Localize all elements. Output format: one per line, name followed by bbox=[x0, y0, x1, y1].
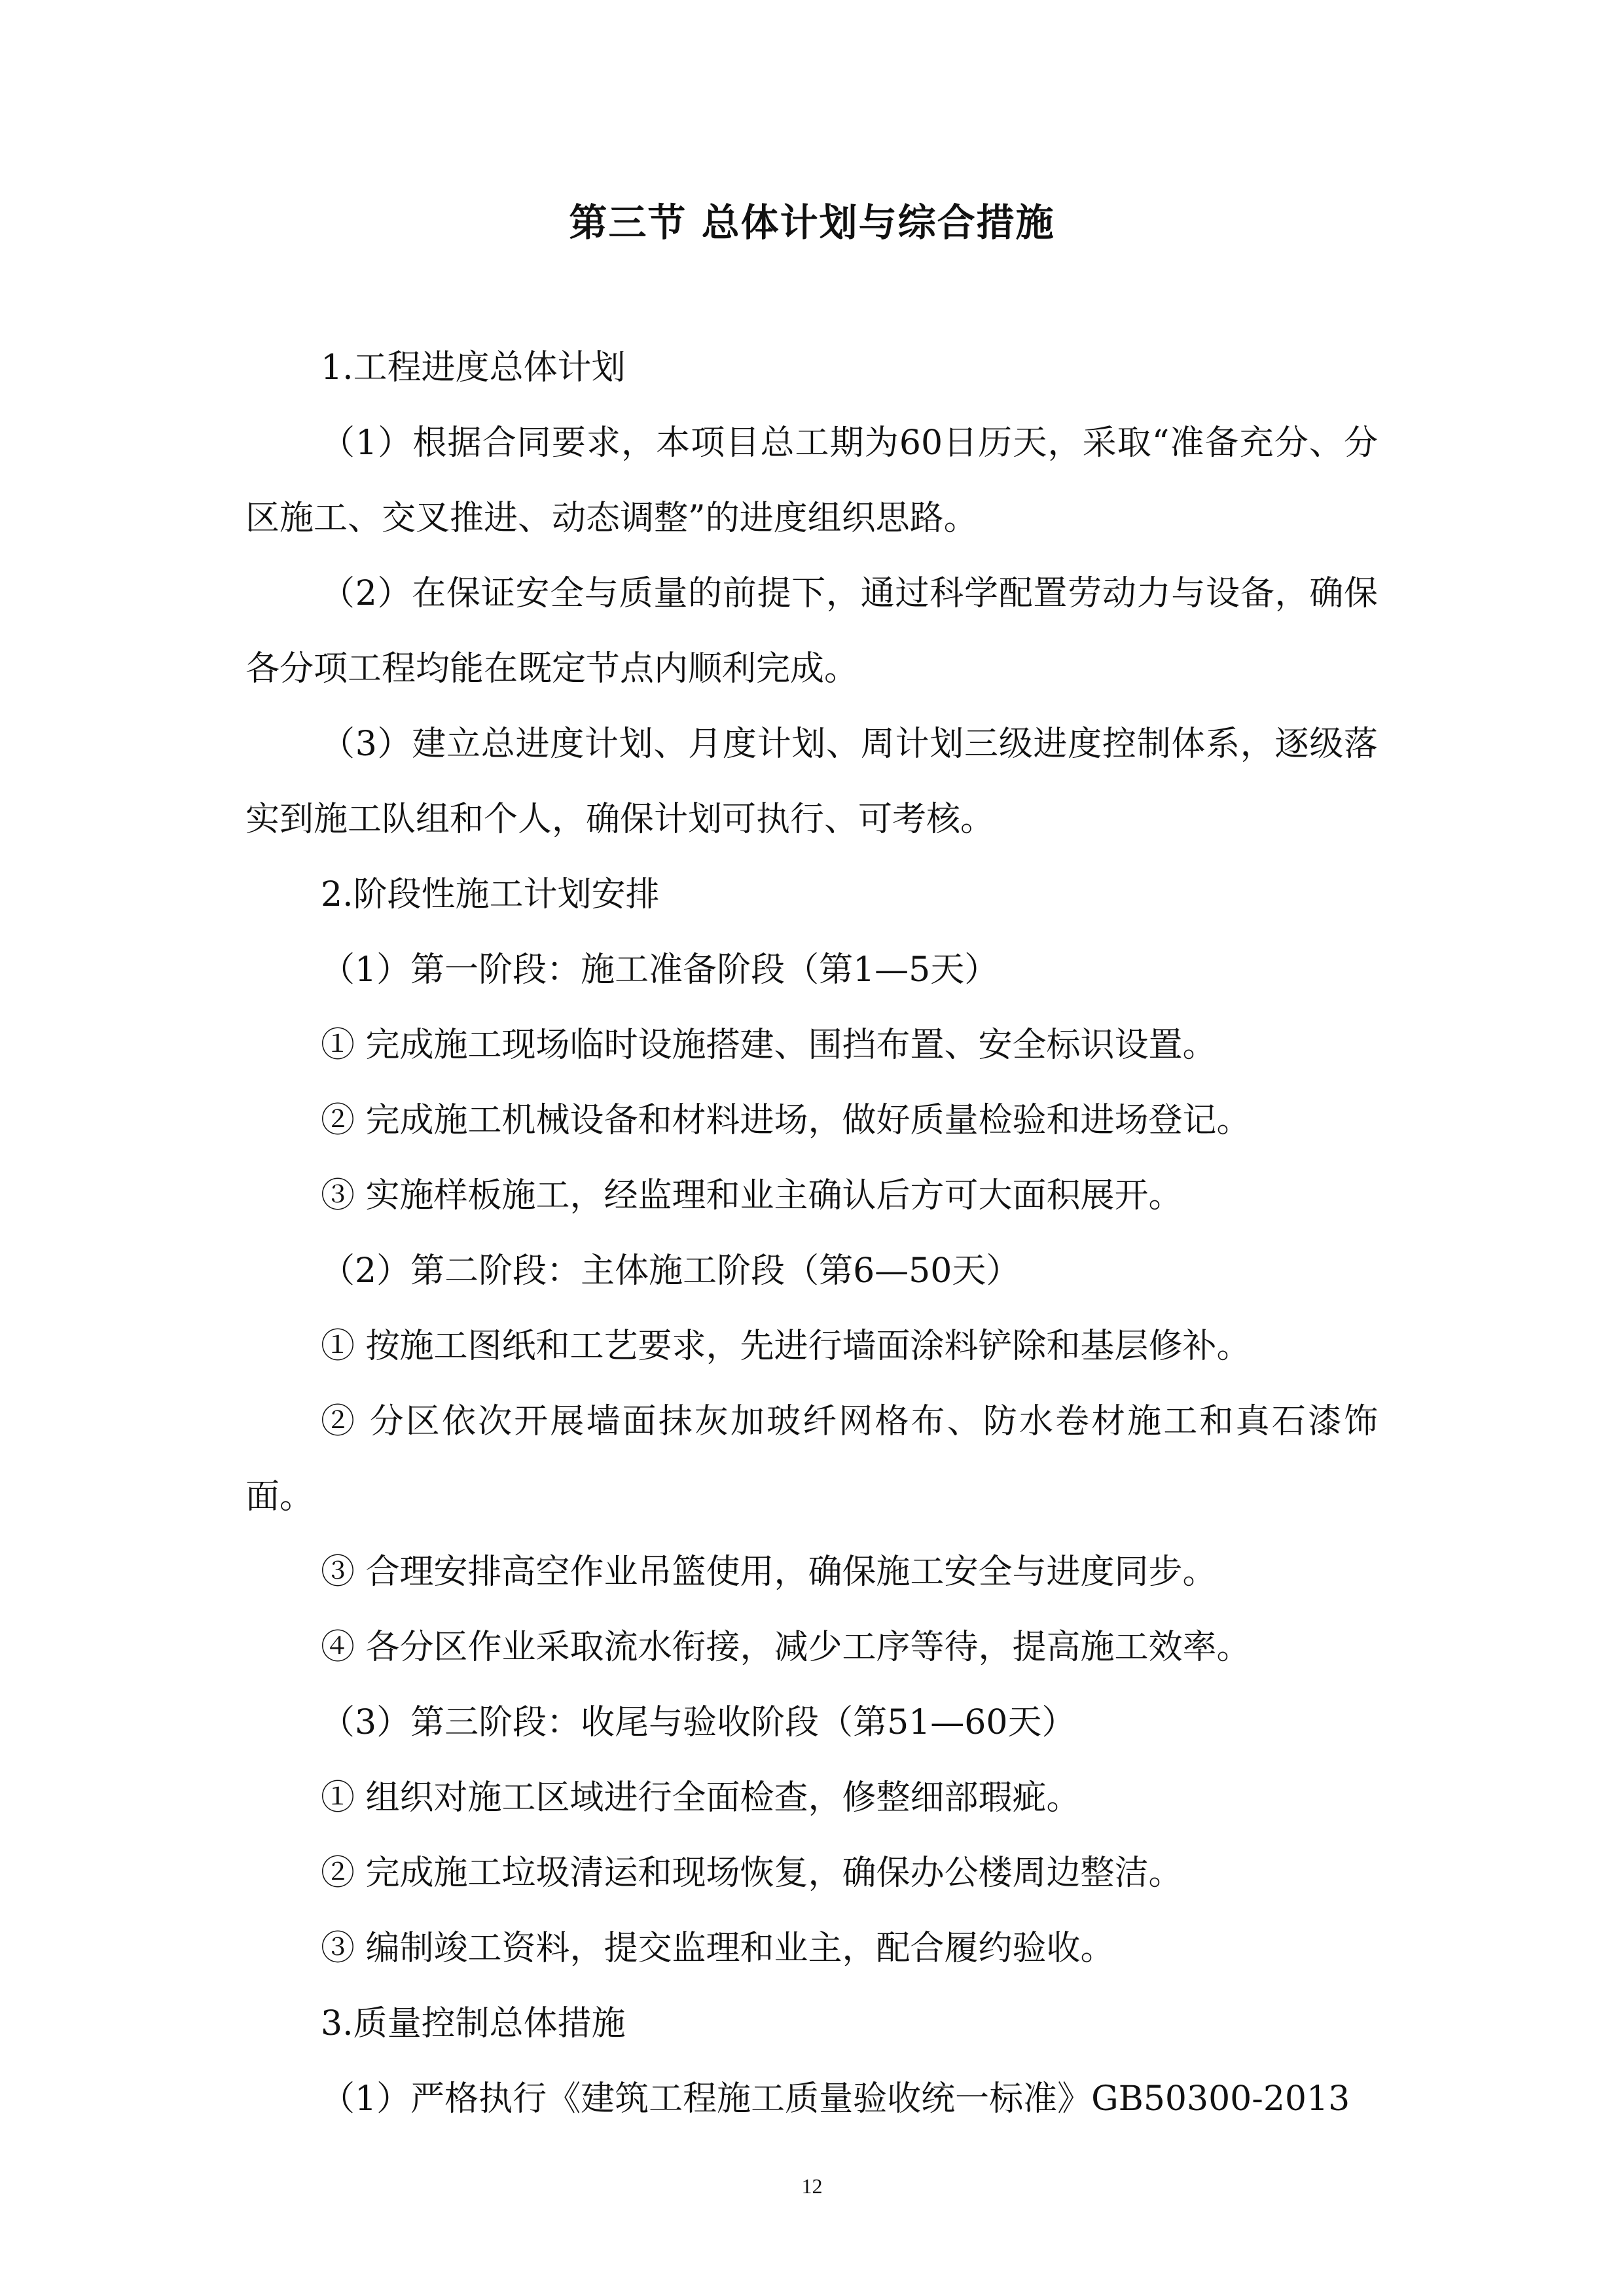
phase-1-item: ③ 实施样板施工，经监理和业主确认后方可大面积展开。 bbox=[321, 1176, 1183, 1215]
phase-2-item: ③ 合理安排高空作业吊篮使用，确保施工安全与进度同步。 bbox=[321, 1552, 1217, 1592]
phase-2-heading: （2）第二阶段：主体施工阶段（第6—50天） bbox=[321, 1251, 1020, 1291]
heading-schedule-plan: 1.工程进度总体计划 bbox=[321, 348, 626, 387]
phase-3-item: ③ 编制竣工资料，提交监理和业主，配合履约验收。 bbox=[321, 1929, 1115, 1968]
phase-1-heading: （1）第一阶段：施工准备阶段（第1—5天） bbox=[321, 950, 999, 990]
heading-phase-plan: 2.阶段性施工计划安排 bbox=[321, 875, 660, 914]
page-number: 12 bbox=[801, 2174, 823, 2198]
phase-2-item: ① 按施工图纸和工艺要求，先进行墙面涂料铲除和基层修补。 bbox=[321, 1327, 1251, 1366]
phase-3-heading: （3）第三阶段：收尾与验收阶段（第51—60天） bbox=[321, 1703, 1076, 1742]
paragraph-schedule-2: （2）在保证安全与质量的前提下，通过科学配置劳动力与设备，确保各分项工程均能在既定节点内顺利完成。 bbox=[245, 574, 1378, 689]
phase-3-item: ① 组织对施工区域进行全面检查，修整细部瑕疵。 bbox=[321, 1778, 1081, 1818]
phase-2-item: ④ 各分区作业采取流水衔接，减少工序等待，提高施工效率。 bbox=[321, 1628, 1251, 1667]
phase-1-item: ① 完成施工现场临时设施搭建、围挡布置、安全标识设置。 bbox=[321, 1026, 1217, 1065]
phase-1-item: ② 完成施工机械设备和材料进场，做好质量检验和进场登记。 bbox=[321, 1101, 1251, 1140]
section-title: 第三节 总体计划与综合措施 bbox=[569, 200, 1055, 245]
paragraph-quality-1: （1）严格执行《建筑工程施工质量验收统一标准》GB50300-2013 bbox=[321, 2079, 1350, 2119]
document-body bbox=[245, 331, 1378, 2137]
heading-quality-control: 3.质量控制总体措施 bbox=[321, 2004, 626, 2043]
paragraph-schedule-1: （1）根据合同要求，本项目总工期为60日历天，采取“准备充分、分区施工、交叉推进、动态调整”的进度组织思路。 bbox=[245, 423, 1378, 538]
phase-2-item: ② 分区依次开展墙面抹灰加玻纤网格布、防水卷材施工和真石漆饰面。 bbox=[245, 1402, 1378, 1516]
paragraph-schedule-3: （3）建立总进度计划、月度计划、周计划三级进度控制体系，逐级落实到施工队组和个人，确保计划可执行、可考核。 bbox=[245, 725, 1378, 839]
phase-3-item: ② 完成施工垃圾清运和现场恢复，确保办公楼周边整洁。 bbox=[321, 1854, 1183, 1893]
